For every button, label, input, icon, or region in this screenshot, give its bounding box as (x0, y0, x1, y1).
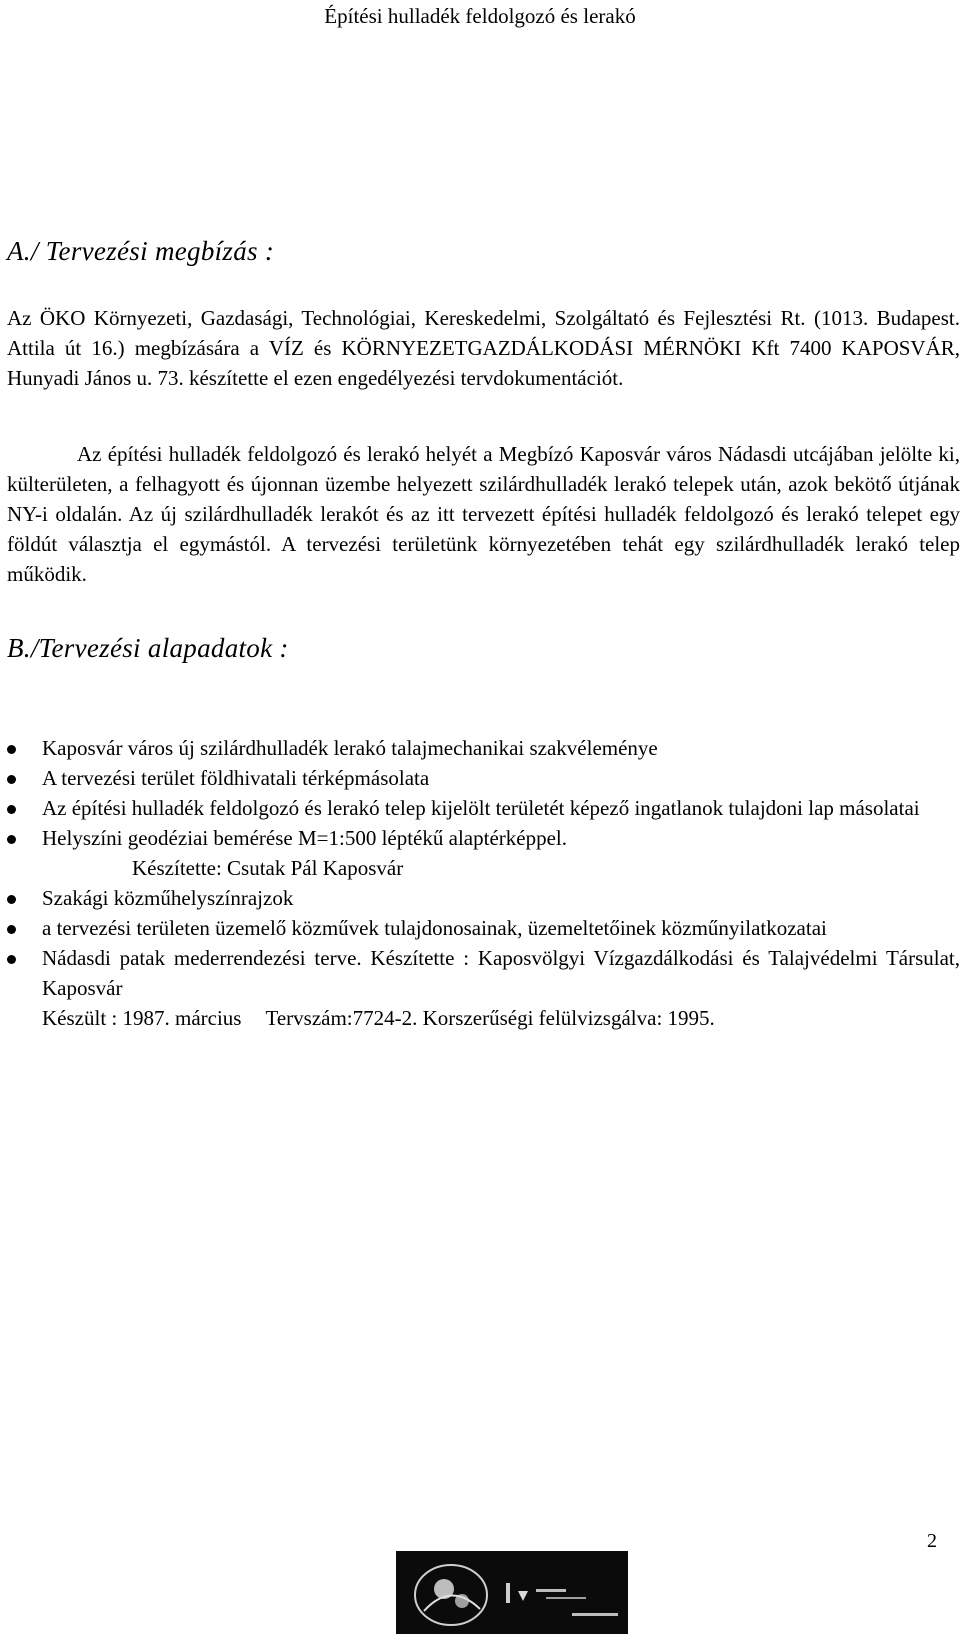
bullet-icon (7, 925, 16, 934)
bullet-icon (7, 895, 16, 904)
plan-number: Tervszám:7724-2. Korszerűségi felülvizsgálva: 1995. (265, 1006, 715, 1030)
page-header: Építési hulladék feldolgozó és lerakó (324, 4, 636, 28)
list-item: a tervezési területen üzemelő közművek tulajdonosainak, üzemeltetőinek közműnyilatkozatai (0, 913, 960, 943)
list-item: A tervezési terület földhivatali térképmásolata (0, 763, 960, 793)
page-number: 2 (927, 1530, 937, 1552)
section-b-heading: B./Tervezési alapadatok : (7, 633, 289, 663)
list-item: Kaposvár város új szilárdhulladék lerakó talajmechanikai szakvéleménye (0, 733, 960, 763)
input-data-list (0, 733, 960, 1033)
bullet-icon (7, 775, 16, 784)
bullet-icon (7, 805, 16, 814)
logo-graphic-icon (396, 1551, 628, 1634)
list-item: Az építési hulladék feldolgozó és lerakó telep kijelölt területét képező ingatlanok tulajdoni lap másolatai (0, 793, 960, 823)
bullet-icon (7, 745, 16, 754)
list-item: Szakági közműhelyszínrajzok (0, 883, 960, 913)
section-a-paragraph-2: Az építési hulladék feldolgozó és lerakó helyét a Megbízó Kaposvár város Nádasdi utcájában jelölte ki, külterületen, a felhagyott és újonnan üzembe helyezett szilárdhulladék lerakó telepek után, azok bekötő útjának NY-i oldalán. Az új szilárdhulladék lerakót és az itt tervezett építési hulladék feldolgozó és lerakó telepet egy földút választja el egymástól. A tervezési területünk környezetében tehát egy szilárdhulladék lerakó telep működik. (7, 442, 960, 586)
made-date: Készült : 1987. március (42, 1006, 242, 1030)
section-a-heading: A./ Tervezési megbízás : (7, 236, 275, 266)
bullet-icon (7, 955, 16, 964)
list-item-note: Készítette: Csutak Pál Kaposvár (132, 856, 404, 880)
section-a-paragraph-1: Az ÖKO Környezeti, Gazdasági, Technológiai, Kereskedelmi, Szolgáltató és Fejlesztési Rt. (1013. Budapest. Attila út 16.) megbízására a VÍZ és KÖRNYEZETGAZDÁLKODÁSI MÉRNÖKI Kft 7400 KAPOSVÁR, Hunyadi János u. 73. készítette el ezen engedélyezési tervdokumentációt. (7, 306, 960, 390)
bullet-icon (7, 835, 16, 844)
plan-date-line (0, 1003, 960, 1033)
list-item: Helyszíni geodéziai bemérése M=1:500 léptékű alaptérképpel. (0, 823, 960, 853)
list-item: Nádasdi patak mederrendezési terve. Készítette : Kaposvölgyi Vízgazdálkodási és Talajvédelmi Társulat, Kaposvár (0, 943, 960, 1003)
company-logo (396, 1551, 628, 1634)
